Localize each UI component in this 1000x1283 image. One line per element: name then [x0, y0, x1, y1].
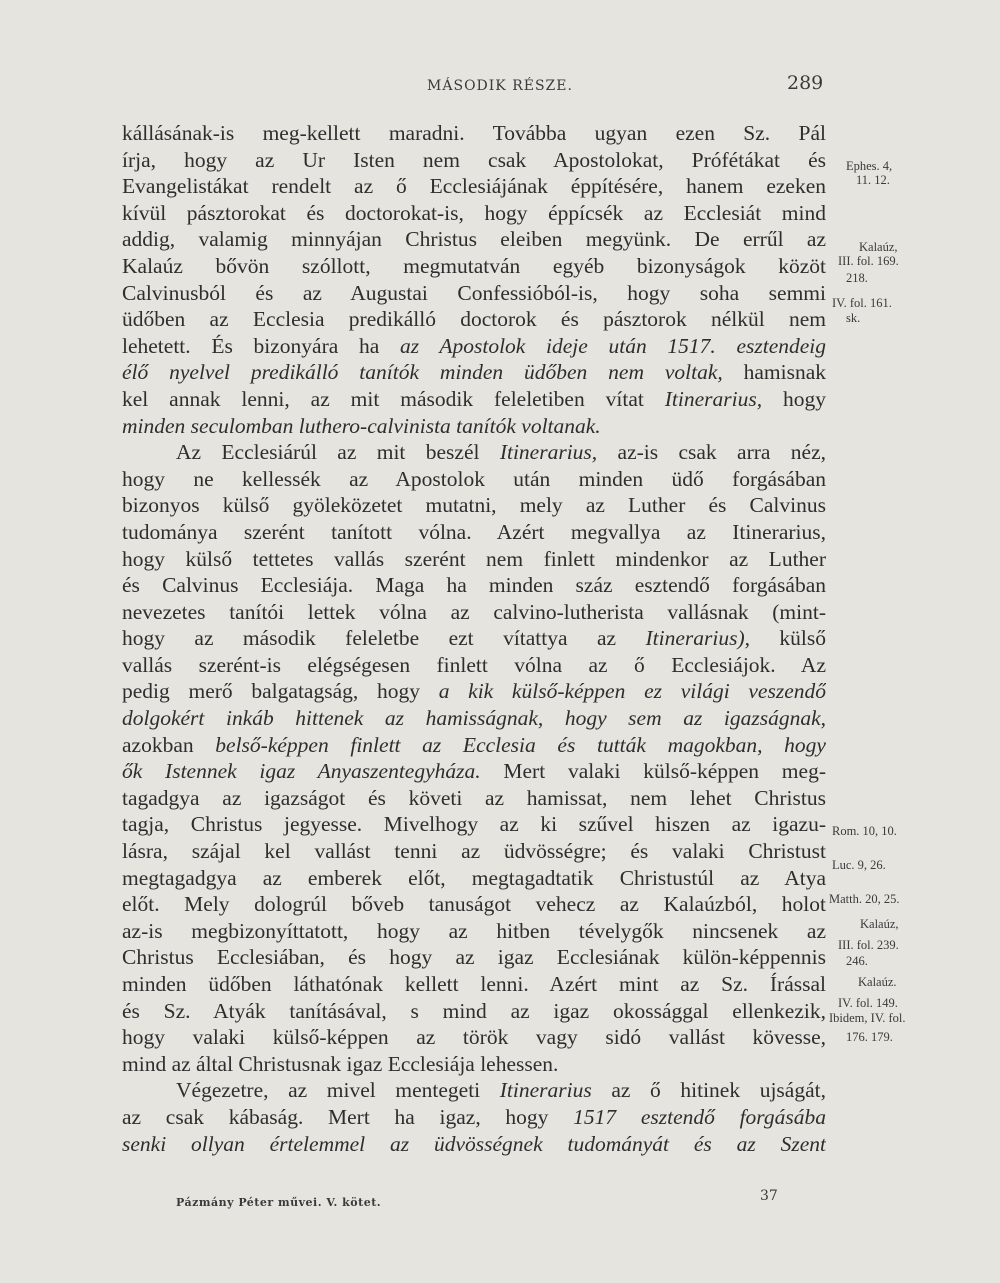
text-run: külső — [749, 626, 826, 651]
text-run: az ő hitinek ujságát, — [591, 1078, 826, 1103]
text-run: és Calvinus Ecclesiája. Maga ha minden száz esztendő forgásában — [122, 573, 826, 598]
margin-note: Ibidem, IV. fol. — [829, 1011, 906, 1025]
text-run: mind az által Christusnak igaz Ecclesiája lehessen. — [122, 1051, 559, 1076]
text-run: megtagadgya az emberek előt, megtagadtatik Christustúl az Atya — [122, 865, 826, 890]
text-run: hogy ne kellessék az Apostolok után minden üdő forgásában — [122, 466, 826, 491]
text-run: és Sz. Atyák tanításával, s mind az igaz okossággal ellenkezik, — [122, 998, 826, 1023]
text-line — [122, 732, 826, 759]
text-line — [122, 120, 826, 147]
margin-note: Kalaúz, — [859, 240, 898, 254]
text-line — [122, 386, 826, 413]
text-line — [122, 944, 826, 971]
margin-note: 11. 12. — [856, 173, 890, 187]
margin-note: IV. fol. 161. — [832, 296, 892, 310]
margin-note: sk. — [846, 311, 861, 325]
text-line — [122, 705, 826, 732]
paragraph — [122, 120, 826, 439]
margin-note: Matth. 20, 25. — [829, 892, 900, 906]
text-line — [122, 1104, 826, 1131]
text-run: előt. Mely dologrúl bőveb tanuságot vehecz az Kalaúzból, holot — [122, 892, 826, 917]
footer-imprint: Pázmány Péter művei. V. kötet. — [176, 1196, 382, 1209]
italic-text: minden seculomban luthero-calvinista tanítók voltanak. — [122, 413, 601, 438]
margin-note: Kalaúz, — [860, 917, 899, 931]
text-run: Végezetre, az mivel mentegeti — [176, 1078, 500, 1103]
text-run: pedig merő balgatagság, hogy — [122, 679, 439, 704]
italic-text: az Apostolok ideje után 1517. esztendeig — [399, 333, 826, 358]
margin-note: 218. — [846, 271, 868, 285]
text-run: Kalaúz bővön szóllott, megmutatván egyéb bizonyságok közöt — [122, 253, 826, 278]
text-run: üdőben az Ecclesia predikálló doctorok és pásztorok nélkül nem — [122, 307, 826, 332]
text-run: tagja, Christus jegyesse. Mivelhogy az ki szűvel hiszen az igazu- — [122, 812, 826, 837]
text-line — [122, 359, 826, 386]
text-line — [122, 253, 826, 280]
text-line — [122, 200, 826, 227]
text-run: hogy valaki külső-képpen az török vagy sidó vallást kövesse, — [122, 1025, 826, 1050]
text-line — [122, 811, 826, 838]
text-line — [122, 599, 826, 626]
italic-text: élő nyelvel predikálló tanítók minden üdőben nem voltak, — [122, 360, 723, 385]
text-line — [122, 226, 826, 253]
text-run: kívül pásztorokat és doctorokat-is, hogy éppícsék az Ecclesiát mind — [122, 200, 826, 225]
text-line — [122, 998, 826, 1025]
margin-note: 176. 179. — [846, 1030, 893, 1044]
text-line — [122, 439, 826, 466]
text-run: az-is megbizonyíttatott, hogy az hitben tévelygők nincsenek az — [122, 918, 826, 943]
text-run: kállásának-is meg-kellett maradni. Továbba ugyan ezen Sz. Pál — [122, 121, 826, 145]
italic-text: Itinerarius, — [664, 386, 763, 411]
signature-mark: 37 — [760, 1188, 778, 1204]
text-line — [122, 1131, 826, 1158]
margin-note: Rom. 10, 10. — [832, 824, 897, 838]
italic-text: Itinerarius — [499, 1078, 592, 1103]
text-line — [122, 838, 826, 865]
body-text — [122, 120, 826, 1157]
text-line — [122, 785, 826, 812]
italic-text: ők Istennek igaz Anyaszentegyháza. — [122, 759, 481, 784]
italic-text: Itinerarius, — [499, 440, 598, 465]
text-run: az csak kábaság. Mert ha igaz, hogy — [122, 1104, 574, 1129]
margin-note: Kalaúz. — [858, 975, 897, 989]
margin-note: IV. fol. 149. — [838, 996, 898, 1010]
italic-text: belső-képpen finlett az Ecclesia és tutták magokban, hogy — [215, 732, 826, 757]
text-line — [122, 466, 826, 493]
margin-note: III. fol. 169. — [838, 254, 899, 268]
text-run: Calvinusból és az Augustai Confessióból-is, hogy soha semmi — [122, 280, 826, 305]
text-run: lehetett. És bizonyára ha — [122, 333, 400, 358]
italic-text: senki ollyan értelemmel az üdvösségnek tudományát és az Szent — [122, 1131, 826, 1156]
text-run: Christus Ecclesiában, és hogy az igaz Ecclesiának külön-képpennis — [122, 945, 826, 970]
text-run: azokban — [122, 732, 216, 757]
text-line — [122, 678, 826, 705]
italic-text: a kik külső-képpen ez világi veszendő — [438, 679, 826, 704]
margin-note: III. fol. 239. — [838, 938, 899, 952]
text-run: tudománya szerént tanított vólna. Azért megvallya az Itinerarius, — [122, 519, 826, 544]
text-run: írja, hogy az Ur Isten nem csak Apostolokat, Prófétákat és — [122, 147, 826, 172]
margin-note: Ephes. 4, — [846, 159, 893, 173]
text-line — [122, 519, 826, 546]
text-line — [122, 971, 826, 998]
paragraph — [122, 439, 826, 1077]
text-run: nevezetes tanítói lettek vólna az calvino-lutherista vallásnak (mint- — [122, 599, 826, 624]
text-run: Az Ecclesiárúl az mit beszél — [176, 440, 500, 465]
margin-note: Luc. 9, 26. — [832, 858, 886, 872]
text-line — [122, 865, 826, 892]
text-line — [122, 625, 826, 652]
text-run: az-is csak arra néz, — [597, 440, 826, 465]
text-run: hogy külső tettetes vallás szerént nem finlett mindenkor az Luther — [122, 546, 826, 571]
text-line — [122, 758, 826, 785]
running-title: MÁSODIK RÉSZE. — [427, 78, 573, 94]
text-run: hogy az második feleletbe ezt vítattya az — [122, 626, 646, 651]
text-line — [122, 173, 826, 200]
text-line — [122, 546, 826, 573]
text-line — [122, 1024, 826, 1051]
text-line — [122, 413, 826, 440]
text-run: lásra, szájal kel vallást tenni az üdvösségre; és valaki Christust — [122, 839, 826, 864]
text-line — [122, 280, 826, 307]
text-line — [122, 891, 826, 918]
italic-text: Itinerarius), — [645, 626, 750, 651]
text-line — [122, 1077, 826, 1104]
text-run: hamisnak — [722, 360, 826, 385]
text-run: tagadgya az igazságot és követi az hamissat, nem lehet Christus — [122, 785, 826, 810]
text-line — [122, 492, 826, 519]
text-run: Mert valaki külső-képpen meg- — [480, 759, 826, 784]
text-run: addig, valamig minnyájan Christus eleiben megyünk. De errűl az — [122, 227, 826, 252]
text-run: hogy — [762, 386, 826, 411]
page-number: 289 — [787, 72, 824, 94]
text-run: kel annak lenni, az mit második feleletiben vítat — [122, 386, 665, 411]
text-line — [122, 147, 826, 174]
text-run: Evangelistákat rendelt az ő Ecclesiájának éppítésére, hanem ezeken — [122, 174, 826, 199]
text-line — [122, 652, 826, 679]
italic-text: dolgokért inkáb hittenek az hamisságnak, hogy sem az igazságnak, — [122, 706, 826, 731]
text-run: vallás szerént-is elégségesen finlett vólna az ő Ecclesiájok. Az — [122, 652, 826, 677]
text-line — [122, 572, 826, 599]
text-line — [122, 306, 826, 333]
italic-text: 1517 esztendő forgásába — [573, 1104, 826, 1129]
paragraph — [122, 1077, 826, 1157]
text-run: minden üdőben láthatónak kellett lenni. Azért mint az Sz. Írással — [122, 972, 826, 996]
text-line — [122, 1051, 826, 1078]
text-line — [122, 918, 826, 945]
margin-note: 246. — [846, 954, 868, 968]
text-run: bizonyos külső gyöleközetet mutatni, mely az Luther és Calvinus — [122, 493, 826, 518]
text-line — [122, 333, 826, 360]
